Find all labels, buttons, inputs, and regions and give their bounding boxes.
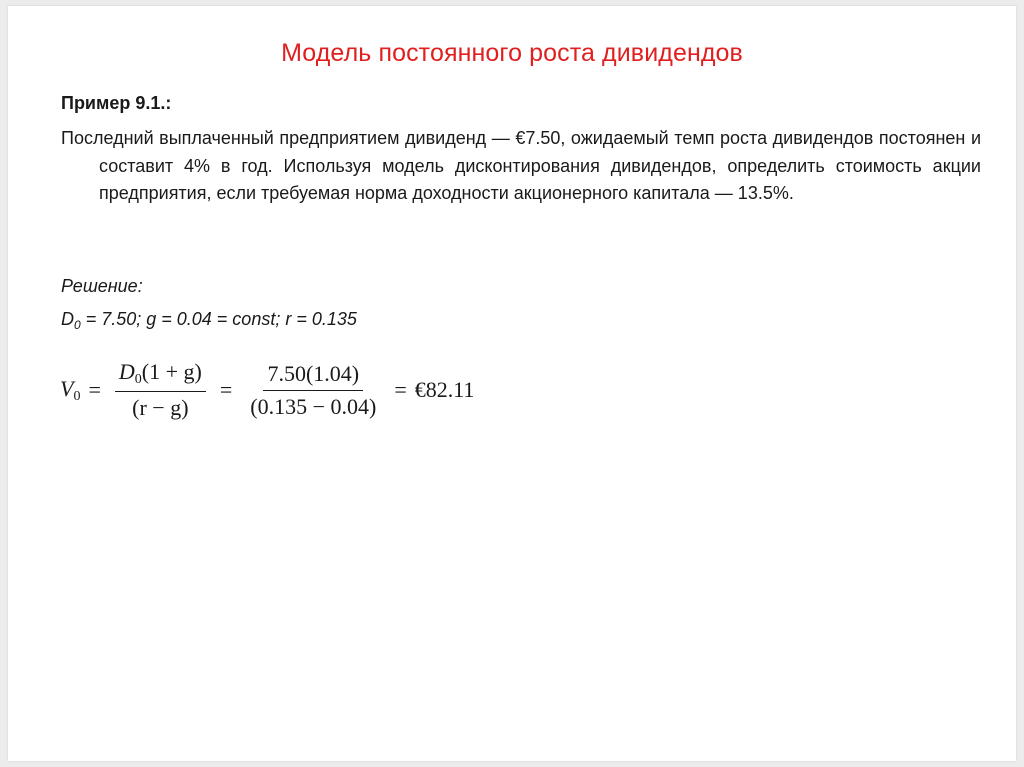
- formula-result: €82.11: [414, 377, 475, 402]
- formula-lhs-symbol: V: [60, 375, 74, 401]
- slide-title: Модель постоянного роста дивидендов: [281, 39, 743, 67]
- formula-numeric-fraction: [246, 361, 380, 420]
- formula-lhs-subscript: 0: [73, 388, 81, 404]
- formula-num-d-subscript: 0: [134, 372, 142, 387]
- formula-numeric-numerator: 7.50(1.04): [263, 361, 363, 391]
- problem-statement: Последний выплаченный предприятием дивиденд — €7.50, ожидаемый темп роста дивидендов постоянен и составит 4% в год. Используя модель дисконтирования дивидендов, определить стоимость акции предприятия, если требуемая норма доходности акционерного капитала — 13.5%.: [61, 128, 981, 203]
- given-rest: = 7.50; g = 0.04 = const; r = 0.135: [80, 309, 357, 329]
- solution-label: Решение:: [61, 276, 143, 296]
- given-values: [61, 309, 357, 332]
- slide: [8, 6, 1016, 761]
- formula-equals-2: =: [219, 377, 233, 402]
- formula-symbolic-fraction: [115, 359, 206, 421]
- formula-num-d-symbol: D: [118, 359, 135, 384]
- given-d-symbol: D: [61, 309, 74, 329]
- formula-lhs: [60, 376, 80, 405]
- gordon-formula: [60, 359, 474, 421]
- formula-equals-1: =: [88, 377, 101, 402]
- formula-numeric-denominator: (0.135 − 0.04): [250, 393, 377, 419]
- given-d-subscript: 0: [74, 318, 81, 332]
- formula-num-growth: (1 + g): [141, 359, 202, 384]
- formula-symbolic-denominator: (r − g): [132, 395, 189, 420]
- example-label: Пример 9.1.:: [61, 93, 172, 113]
- formula-equals-3: =: [394, 377, 407, 402]
- formula-symbolic-numerator: [115, 359, 206, 392]
